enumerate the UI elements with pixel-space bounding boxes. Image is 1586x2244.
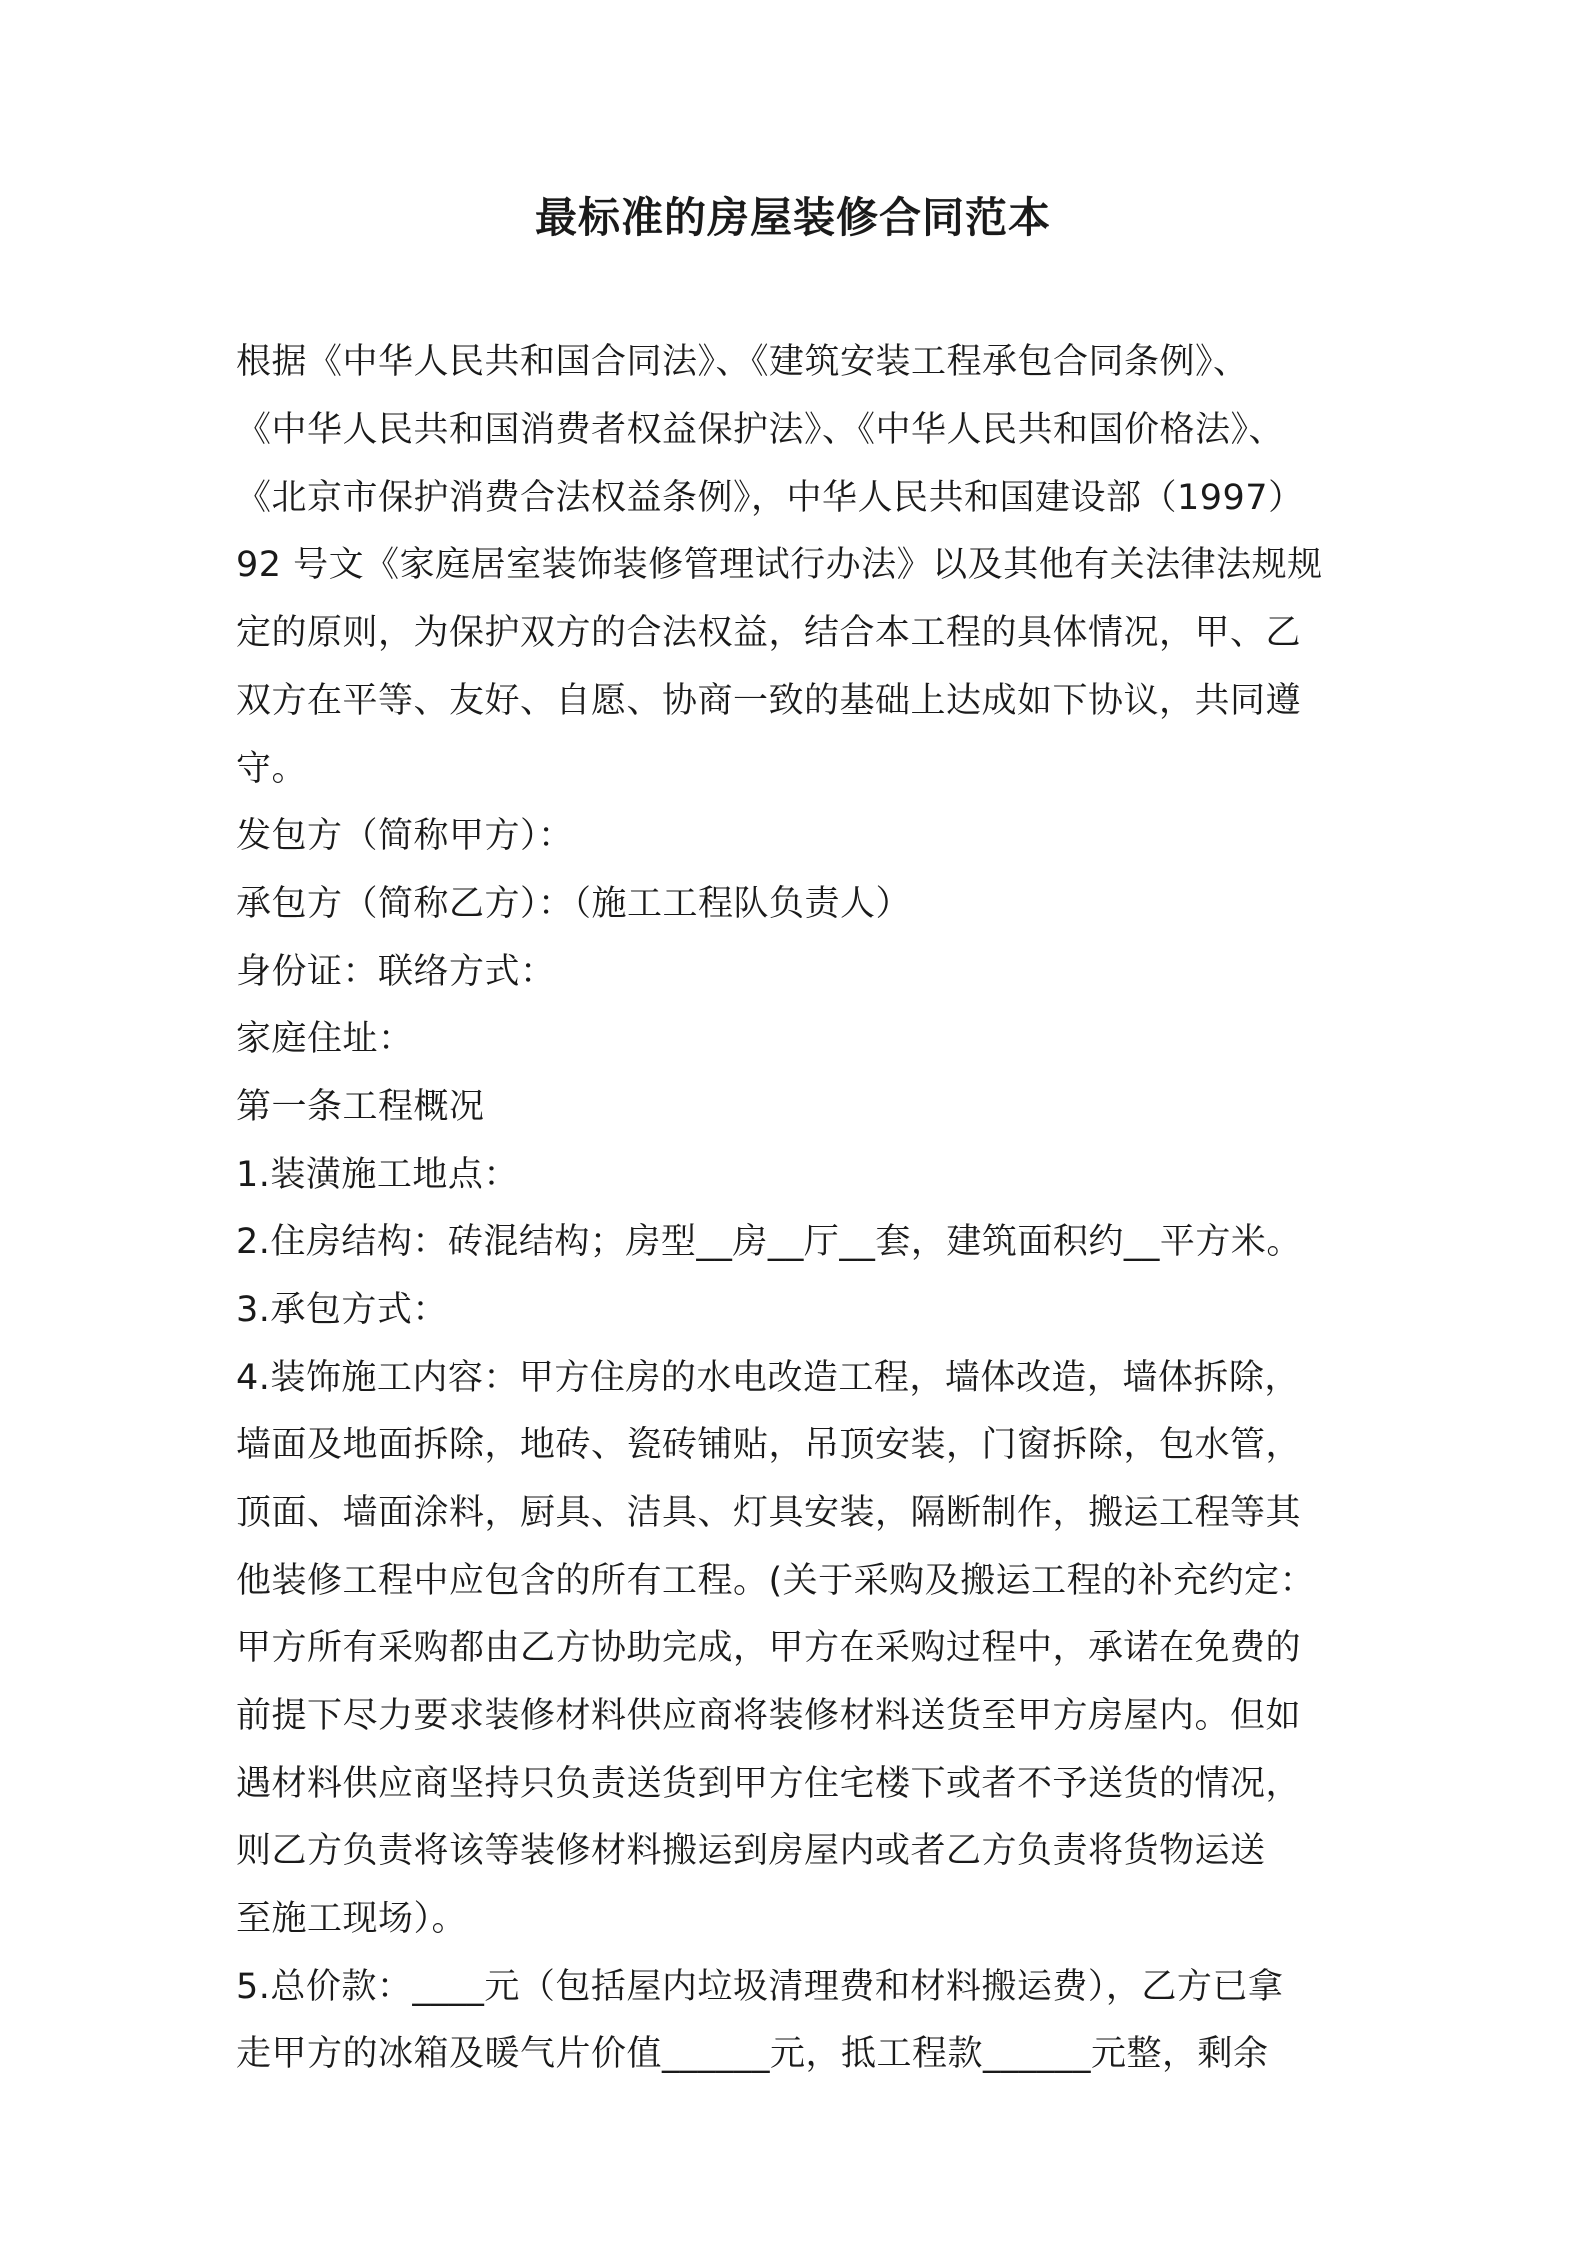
body-line-19: 他装修工程中应包含的所有工程。(关于采购及搬运工程的补充约定：	[236, 1561, 1316, 1601]
body-line-2: 《中华人民共和国消费者权益保护法》、《中华人民共和国价格法》、	[236, 410, 1285, 450]
body-line-10: 身份证：联络方式：	[236, 952, 556, 992]
body-line-4: 92 号文《家庭居室装饰装修管理试行办法》以及其他有关法律法规规	[236, 545, 1323, 585]
body-line-15: 3.承包方式：	[236, 1290, 448, 1330]
body-line-26: 走甲方的冰箱及暖气片价值______元，抵工程款______元整，剩余	[236, 2034, 1269, 2074]
body-line-1: 根据《中华人民共和国合同法》、《建筑安装工程承包合同条例》、	[236, 342, 1249, 382]
body-line-25: 5.总价款：____元（包括屋内垃圾清理费和材料搬运费），乙方已拿	[236, 1967, 1284, 2007]
body-line-3: 《北京市保护消费合法权益条例》，中华人民共和国建设部（1997）	[236, 478, 1304, 518]
body-line-8: 发包方（简称甲方）：	[236, 816, 574, 856]
body-line-18: 顶面、墙面涂料，厨具、洁具、灯具安装，隔断制作，搬运工程等其	[236, 1493, 1302, 1533]
body-line-14: 2.住房结构：砖混结构；房型__房__厅__套，建筑面积约__平方米。	[236, 1222, 1302, 1262]
document-title: 最标准的房屋装修合同范本	[534, 193, 1051, 242]
body-line-13: 1.装潢施工地点：	[236, 1155, 519, 1195]
body-line-24: 至施工现场）。	[236, 1899, 468, 1939]
body-line-23: 则乙方负责将该等装修材料搬运到房屋内或者乙方负责将货物运送	[236, 1831, 1266, 1871]
body-line-20: 甲方所有采购都由乙方协助完成，甲方在采购过程中，承诺在免费的	[236, 1628, 1302, 1668]
body-line-9: 承包方（简称乙方）：（施工工程队负责人）	[236, 884, 912, 924]
body-line-6: 双方在平等、友好、自愿、协商一致的基础上达成如下协议，共同遵	[236, 681, 1302, 721]
body-line-17: 墙面及地面拆除，地砖、瓷砖铺贴，吊顶安装，门窗拆除，包水管，	[236, 1425, 1302, 1465]
body-line-22: 遇材料供应商坚持只负责送货到甲方住宅楼下或者不予送货的情况，	[236, 1764, 1302, 1804]
body-line-5: 定的原则，为保护双方的合法权益，结合本工程的具体情况，甲、乙	[236, 613, 1302, 653]
body-line-11: 家庭住址：	[236, 1019, 414, 1059]
body-line-21: 前提下尽力要求装修材料供应商将装修材料送货至甲方房屋内。但如	[236, 1696, 1302, 1736]
body-line-7: 守。	[236, 749, 308, 789]
body-line-16: 4.装饰施工内容：甲方住房的水电改造工程，墙体改造，墙体拆除，	[236, 1358, 1300, 1398]
body-line-12: 第一条工程概况	[236, 1087, 485, 1127]
